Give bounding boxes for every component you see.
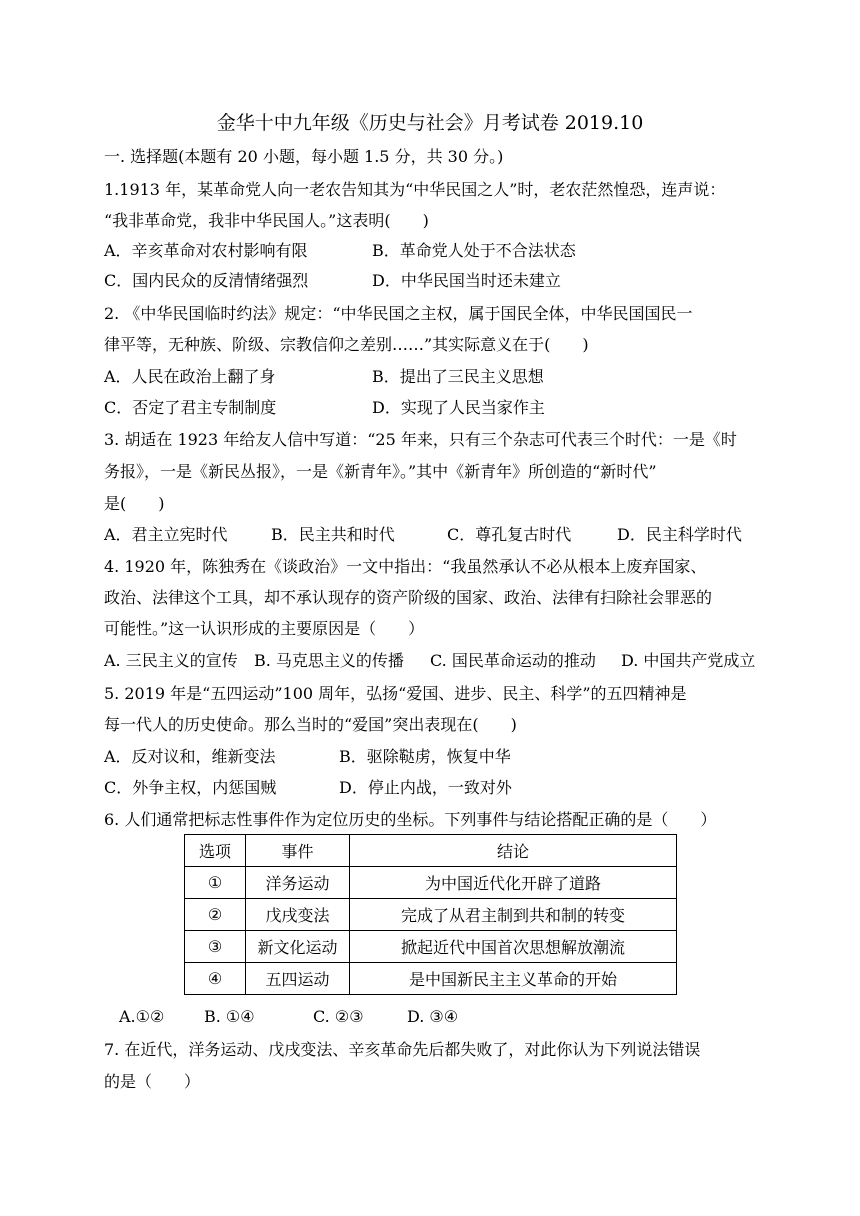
table-header-cell: 事件	[246, 835, 350, 867]
table-cell: 掀起近代中国首次思想解放潮流	[350, 931, 677, 963]
q5-option-a: A．反对议和，维新变法	[104, 747, 276, 766]
table-cell: 五四运动	[246, 963, 350, 995]
table-row	[185, 867, 677, 899]
table-cell: ③	[185, 931, 246, 963]
q3-option-d: D．民主科学时代	[617, 525, 742, 544]
q5-option-d: D．停止内战，一致对外	[339, 778, 512, 797]
q4-option-a: A. 三民主义的宣传	[104, 651, 238, 670]
table-cell: 完成了从君主制到共和制的转变	[350, 899, 677, 931]
q2-option-d: D．实现了人民当家作主	[372, 398, 545, 417]
q4-option-d: D. 中国共产党成立	[621, 651, 756, 670]
q1-option-a: A．辛亥革命对农村影响有限	[104, 241, 308, 260]
q1-stem-line-1: 1.1913 年，某革命党人向一老农告知其为“中华民国之人”时，老农茫然惶恐，连声说：	[104, 180, 726, 199]
table-cell: 洋务运动	[246, 867, 350, 899]
q2-option-c: C．否定了君主专制制度	[104, 398, 277, 417]
q2-stem-line-1: 2. 《中华民国临时约法》规定：“中华民国之主权，属于国民全体，中华民国国民一	[104, 304, 693, 323]
q5-option-b: B．驱除鞑虏，恢复中华	[339, 747, 511, 766]
table-cell: 为中国近代化开辟了道路	[350, 867, 677, 899]
table-cell: ①	[185, 867, 246, 899]
q4-stem-line-3: 可能性。”这一认识形成的主要原因是（ ）	[104, 619, 425, 638]
q3-stem-line-1: 3. 胡适在 1923 年给友人信中写道：“25 年来，只有三个杂志可代表三个时代：一是《时	[104, 430, 737, 449]
q7-stem-line-2: 的是（ ）	[104, 1072, 201, 1091]
table-header-cell: 结论	[350, 835, 677, 867]
q6-option-c: C. ②③	[313, 1007, 364, 1026]
q1-option-d: D．中华民国当时还未建立	[372, 271, 561, 290]
exam-title: 金华十中九年级《历史与社会》月考试卷 2019.10	[216, 112, 644, 134]
q3-stem-line-2: 务报》，一是《新民丛报》，一是《新青年》。”其中《新青年》所创造的“新时代”	[104, 462, 657, 481]
q1-option-b: B．革命党人处于不合法状态	[372, 241, 576, 260]
q2-option-b: B．提出了三民主义思想	[372, 367, 544, 386]
q3-option-c: C．尊孔复古时代	[447, 525, 572, 544]
q7-stem-line-1: 7. 在近代，洋务运动、戊戌变法、辛亥革命先后都失败了，对此你认为下列说法错误	[104, 1040, 701, 1059]
q3-stem-line-3: 是( )	[104, 494, 165, 513]
q4-stem-line-1: 4. 1920 年，陈独秀在《谈政治》一文中指出：“我虽然承认不必从根本上废弃国家、	[104, 557, 707, 576]
table-row	[185, 931, 677, 963]
q4-option-c: C. 国民革命运动的推动	[430, 651, 596, 670]
q5-stem-line-2: 每一代人的历史使命。那么当时的“爱国”突出表现在( )	[104, 715, 517, 734]
table-cell: 新文化运动	[246, 931, 350, 963]
table-row	[185, 963, 677, 995]
table-cell: ②	[185, 899, 246, 931]
table-cell: 是中国新民主主义革命的开始	[350, 963, 677, 995]
section-heading: 一. 选择题(本题有 20 小题，每小题 1.5 分，共 30 分。)	[104, 147, 504, 166]
q2-stem-line-2: 律平等，无种族、阶级、宗教信仰之差别……”其实际意义在于( )	[104, 335, 589, 354]
q6-table	[184, 834, 677, 995]
q4-option-b: B. 马克思主义的传播	[254, 651, 404, 670]
q2-option-a: A．人民在政治上翻了身	[104, 367, 276, 386]
q5-option-c: C．外争主权，内惩国贼	[104, 778, 277, 797]
q5-stem-line-1: 5. 2019 年是“五四运动”100 周年，弘扬“爱国、进步、民主、科学”的五四精神是	[104, 684, 687, 703]
q6-stem: 6. 人们通常把标志性事件作为定位历史的坐标。下列事件与结论搭配正确的是（ ）	[104, 810, 717, 829]
q6-option-a: A.①②	[119, 1007, 165, 1026]
table-cell: ④	[185, 963, 246, 995]
q3-option-a: A．君主立宪时代	[104, 525, 228, 544]
q1-stem-line-2: “我非革命党，我非中华民国人。”这表明( )	[104, 211, 429, 230]
table-row	[185, 899, 677, 931]
q6-option-d: D. ③④	[407, 1007, 459, 1026]
q4-stem-line-2: 政治、法律这个工具，却不承认现存的资产阶级的国家、政治、法律有扫除社会罪恶的	[104, 588, 713, 607]
table-header-cell: 选项	[185, 835, 246, 867]
q6-option-b: B. ①④	[204, 1007, 255, 1026]
table-header-row	[185, 835, 677, 867]
q1-option-c: C．国内民众的反清情绪强烈	[104, 271, 309, 290]
table-cell: 戊戌变法	[246, 899, 350, 931]
q3-option-b: B．民主共和时代	[271, 525, 395, 544]
